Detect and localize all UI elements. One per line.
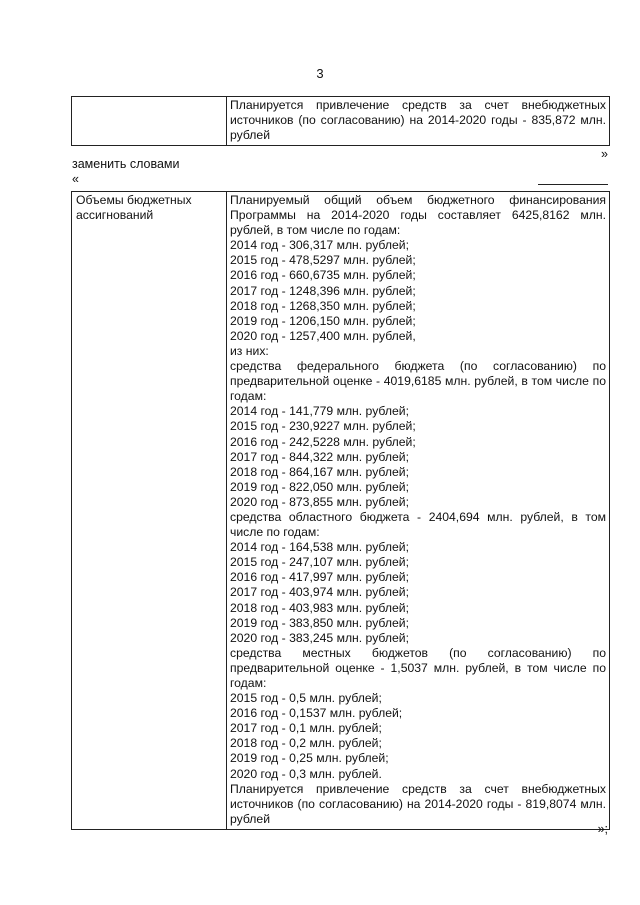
list-item: 2014 год - 141,779 млн. рублей;: [230, 404, 409, 419]
divider-line: [538, 184, 608, 185]
list-item: 2018 год - 403,983 млн. рублей;: [230, 600, 409, 615]
closing-quote: »: [601, 147, 608, 161]
list-item: 2014 год - 306,317 млн. рублей;: [230, 238, 409, 253]
budget-label: Объемы бюджетных ассигнований: [76, 193, 192, 223]
list-item: 2020 год - 383,245 млн. рублей;: [230, 630, 409, 645]
table-cell-label: [72, 97, 227, 146]
of-them-text: из них:: [230, 343, 269, 358]
extra-budget-new-text: Планируется привлечение средств за счет внебюджетных источников (по согласованию) на 2014-2020 годы - 819,8074 млн. рублей: [230, 781, 606, 826]
list-item: 2017 год - 844,322 млн. рублей;: [230, 449, 409, 464]
list-item: 2016 год - 242,5228 млн. рублей;: [230, 434, 416, 449]
total-intro: Планируемый общий объем бюджетного финансирования Программы на 2014-2020 годы составляет 6425,8162 млн. рублей, в том числе по годам:: [230, 193, 606, 238]
local-intro: средства местных бюджетов (по согласованию) по предварительной оценке - 1,5037 млн. рублей, в том числе по годам:: [230, 645, 606, 690]
table-fragment-new: [71, 191, 610, 830]
list-item: 2019 год - 0,25 млн. рублей;: [230, 751, 389, 766]
list-item: 2020 год - 0,3 млн. рублей.: [230, 766, 382, 781]
opening-quote: «: [72, 172, 79, 186]
replace-with-text: заменить словами: [72, 157, 180, 171]
regional-intro: средства областного бюджета - 2404,694 млн. рублей, в том числе по годам:: [230, 509, 606, 540]
list-item: 2016 год - 0,1537 млн. рублей;: [230, 706, 403, 721]
list-item: 2016 год - 417,997 млн. рублей;: [230, 570, 409, 585]
list-item: 2019 год - 1206,150 млн. рублей;: [230, 313, 416, 328]
list-item: 2020 год - 873,855 млн. рублей;: [230, 494, 409, 509]
table-cell-text: [227, 192, 610, 830]
list-item: 2016 год - 660,6735 млн. рублей;: [230, 268, 416, 283]
list-item: 2018 год - 0,2 млн. рублей;: [230, 736, 382, 751]
list-item: 2017 год - 0,1 млн. рублей;: [230, 721, 382, 736]
table-row: [72, 97, 610, 146]
list-item: 2017 год - 403,974 млн. рублей;: [230, 585, 409, 600]
table-fragment-old: [71, 96, 610, 146]
list-item: 2015 год - 478,5297 млн. рублей;: [230, 253, 416, 268]
table-cell-label: [72, 192, 227, 830]
list-item: 2020 год - 1257,400 млн. рублей,: [230, 328, 416, 343]
page-number: 3: [316, 66, 324, 81]
closing-quote-end: »;: [597, 822, 608, 836]
list-item: 2018 год - 1268,350 млн. рублей;: [230, 298, 416, 313]
list-item: 2019 год - 383,850 млн. рублей;: [230, 615, 409, 630]
list-item: 2019 год - 822,050 млн. рублей;: [230, 479, 409, 494]
federal-intro: средства федерального бюджета (по согласованию) по предварительной оценке - 4019,6185 млн. рублей, в том числе по годам:: [230, 359, 606, 404]
list-item: 2014 год - 164,538 млн. рублей;: [230, 540, 409, 555]
table-row: [72, 192, 610, 830]
list-item: 2018 год - 864,167 млн. рублей;: [230, 464, 409, 479]
list-item: 2017 год - 1248,396 млн. рублей;: [230, 283, 416, 298]
table-cell-text: [227, 97, 610, 146]
list-item: 2015 год - 247,107 млн. рублей;: [230, 555, 409, 570]
list-item: 2015 год - 0,5 млн. рублей;: [230, 691, 382, 706]
list-item: 2015 год - 230,9227 млн. рублей;: [230, 419, 416, 434]
extra-budget-old-text: Планируется привлечение средств за счет внебюджетных источников (по согласованию) на 2014-2020 годы - 835,872 млн. рублей: [230, 98, 606, 143]
